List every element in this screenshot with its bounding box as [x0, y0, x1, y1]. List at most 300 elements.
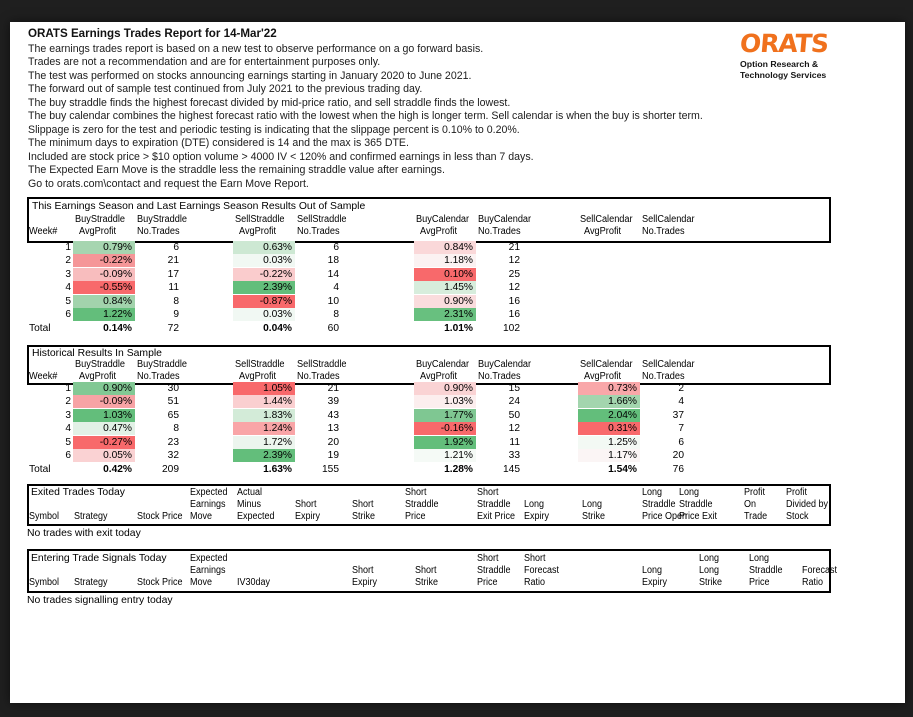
avgprofit-cell: 1.17% [578, 449, 640, 462]
intro-line: The buy calendar combines the highest forecast ratio with the lowest when the high is longer term. Sell calendar is when the buy is shorter term. [28, 110, 703, 123]
column-header-line: Expiry [642, 577, 668, 589]
avgprofit-cell: 1.72% [233, 436, 295, 449]
notrades-cell: 11 [509, 436, 520, 448]
empty-note: No trades signalling entry today [27, 595, 173, 606]
column-header-line: Minus [237, 499, 262, 511]
column-header-line: Straddle [405, 499, 439, 511]
column-header-line [74, 553, 108, 565]
avgprofit-cell: 0.05% [73, 449, 135, 462]
avgprofit-cell [578, 268, 640, 281]
column-header-line [74, 499, 108, 511]
column-header-line: Short [352, 499, 374, 511]
avgprofit-cell [578, 281, 640, 294]
column-header-line [237, 553, 270, 565]
total-avgprofit: 0.04% [263, 322, 292, 334]
column-header-line: Long [582, 499, 603, 511]
column-header-line: Move [190, 511, 213, 523]
notrades-cell: 11 [168, 282, 179, 294]
avgprofit-cell: 0.03% [233, 308, 295, 321]
column-header-line [29, 553, 59, 565]
column-header [477, 487, 515, 524]
total-notrades: 155 [322, 463, 339, 475]
column-header [642, 553, 667, 590]
total-avgprofit: 0.42% [103, 463, 132, 475]
notrades-cell: 19 [327, 450, 339, 461]
col-sub-header: AvgProfit [584, 226, 622, 237]
results-table-out-of-sample [27, 197, 833, 337]
avgprofit-cell: 0.31% [578, 422, 640, 435]
avgprofit-cell: 1.45% [414, 281, 476, 294]
column-header-line: Expiry [295, 511, 321, 523]
avgprofit-cell: -0.22% [73, 254, 135, 267]
column-header [415, 553, 438, 590]
notrades-cell: 20 [327, 436, 339, 448]
column-header-line: Long [699, 553, 720, 564]
intro-line: The earnings trades report is based on a new test to observe performance on a go forward basis. [28, 43, 484, 55]
notrades-cell: 6 [678, 436, 684, 448]
column-header-line [642, 553, 667, 565]
notrades-cell [642, 295, 692, 308]
column-header-line: On [744, 499, 757, 511]
column-header-line: Divided by [786, 499, 829, 511]
avgprofit-cell: 1.44% [233, 395, 295, 408]
col-group-header: SellCalendar [642, 213, 695, 225]
column-header-line: Long [642, 565, 663, 577]
column-header-line: Trade [744, 511, 768, 523]
notrades-cell: 2 [678, 383, 684, 394]
column-header-line: Symbol [29, 577, 60, 589]
notrades-cell: 7 [678, 423, 684, 435]
col-group-header: SellStraddle [235, 213, 285, 225]
column-header [352, 553, 377, 590]
notrades-cell: 21 [327, 383, 339, 394]
column-header-line: Ratio [524, 577, 546, 589]
week-header: Week# [29, 370, 58, 382]
report-title: ORATS Earnings Trades Report for 14-Mar'22 [28, 27, 277, 40]
results-table-historical [27, 345, 833, 485]
total-avgprofit: 1.28% [444, 463, 473, 475]
col-group-header: BuyCalendar [478, 213, 532, 225]
column-header-line: Long [679, 487, 700, 498]
column-header-line: Profit [744, 487, 766, 498]
col-sub-header: AvgProfit [420, 370, 458, 382]
column-header-line: Strike [415, 577, 439, 589]
avgprofit-cell: 1.05% [233, 382, 295, 395]
notrades-cell: 4 [333, 282, 339, 294]
column-header-line: Ratio [802, 577, 824, 589]
notrades-cell: 30 [167, 383, 179, 394]
column-header [749, 553, 783, 590]
report-intro [28, 43, 703, 191]
total-avgprofit: 1.63% [263, 463, 292, 475]
column-header-line: Stock Price [137, 577, 183, 589]
col-group-header: SellStraddle [235, 359, 285, 370]
column-header-line: Stock Price [137, 511, 183, 523]
intro-line: The forward out of sample test continued from July 2021 to the previous trading day. [28, 83, 423, 96]
col-sub-header: AvgProfit [584, 370, 622, 382]
results-header-box [27, 197, 831, 243]
column-header-line: Price [405, 511, 426, 523]
notrades-cell: 25 [508, 268, 520, 280]
avgprofit-cell [578, 295, 640, 308]
total-notrades: 209 [162, 463, 179, 475]
notrades-cell: 15 [508, 383, 520, 394]
avgprofit-cell: -0.09% [73, 268, 135, 281]
avgprofit-cell: 0.63% [233, 241, 295, 254]
column-header-line: Short [477, 553, 499, 564]
col-sub-header: AvgProfit [239, 370, 277, 382]
column-header [29, 487, 59, 524]
intro-line: The minimum days to expiration (DTE) considered is 14 and the max is 365 DTE. [28, 137, 409, 150]
column-header-line: Expected [237, 511, 275, 523]
notrades-cell: 8 [333, 309, 339, 320]
col-sub-header: No.Trades [642, 370, 685, 382]
column-header [237, 487, 275, 524]
column-header-line: Straddle [679, 499, 713, 511]
col-group-header: SellCalendar [580, 359, 633, 370]
notrades-cell: 32 [167, 450, 179, 461]
column-header-line [352, 487, 375, 499]
notrades-cell: 24 [508, 396, 520, 408]
col-group-header: BuyStraddle [75, 359, 126, 370]
week-number: 1 [65, 383, 71, 394]
avgprofit-cell: 1.83% [233, 409, 295, 422]
column-header [29, 553, 59, 590]
column-header-line: Short [405, 487, 427, 498]
column-header-line: Long [699, 565, 720, 577]
col-sub-header: AvgProfit [79, 226, 117, 237]
week-number: 4 [65, 423, 71, 435]
notrades-cell: 43 [327, 409, 339, 421]
avgprofit-cell: -0.22% [233, 268, 295, 281]
trades-table-title: Exited Trades Today [31, 487, 125, 498]
column-header-line: Expiry [524, 511, 550, 523]
total-notrades: 60 [327, 322, 339, 334]
column-header-line: Short [352, 565, 374, 577]
avgprofit-cell: 0.90% [414, 295, 476, 308]
column-header [137, 553, 183, 590]
column-header-line: Exit Price [477, 511, 516, 523]
column-header-line: Straddle [477, 499, 511, 511]
avgprofit-cell: 1.24% [233, 422, 295, 435]
total-avgprofit: 0.14% [103, 322, 132, 334]
notrades-cell: 9 [173, 309, 179, 320]
avgprofit-cell [578, 254, 640, 267]
intro-line: The Expected Earn Move is the straddle less the remaining straddle value after earnings. [28, 164, 445, 177]
avgprofit-cell: 0.73% [578, 382, 640, 395]
column-header [524, 553, 559, 590]
column-header-line [137, 553, 183, 565]
entering-trade-signals-table [27, 549, 838, 609]
week-number: 2 [65, 255, 71, 267]
column-header-line: Earnings [190, 499, 226, 511]
column-header-line [74, 565, 108, 577]
notrades-cell [642, 308, 692, 321]
notrades-cell: 14 [327, 268, 339, 280]
column-header-line: Earnings [190, 565, 226, 577]
notrades-cell: 12 [508, 423, 520, 435]
notrades-cell: 18 [327, 255, 339, 267]
avgprofit-cell: 1.18% [414, 254, 476, 267]
column-header-line: Short [415, 565, 437, 577]
column-header [295, 487, 320, 524]
week-number: 6 [65, 309, 71, 320]
intro-line: Go to orats.com\contact and request the Earn Move Report. [28, 177, 309, 190]
intro-line: Trades are not a recommendation and are for entertainment purposes only. [28, 56, 381, 69]
notrades-cell: 20 [672, 450, 684, 461]
column-header-line: Expected [190, 487, 228, 498]
avgprofit-cell: 1.66% [578, 395, 640, 408]
notrades-cell: 51 [167, 396, 179, 408]
avgprofit-cell: 0.84% [73, 295, 135, 308]
week-number: 4 [65, 282, 71, 294]
avgprofit-cell: 0.84% [414, 241, 476, 254]
column-header-line: Stock [786, 511, 809, 523]
avgprofit-cell: 1.25% [578, 436, 640, 449]
avgprofit-cell: 0.90% [414, 382, 476, 395]
column-header-line [74, 487, 108, 499]
col-sub-header: No.Trades [297, 226, 340, 237]
col-group-header: BuyStraddle [137, 359, 188, 370]
intro-line: The buy straddle finds the highest forecast divided by mid-price ratio, and sell straddle finds the lowest. [28, 96, 511, 109]
avgprofit-cell: -0.87% [233, 295, 295, 308]
col-group-header: BuyCalendar [478, 359, 532, 370]
col-sub-header: No.Trades [137, 370, 180, 382]
column-header [190, 487, 228, 524]
avgprofit-cell: 0.10% [414, 268, 476, 281]
orats-logo-mark [740, 30, 880, 58]
column-header-line: Profit [786, 487, 808, 498]
column-header-line [29, 565, 59, 577]
total-label: Total [29, 463, 51, 475]
column-header-line: Straddle [477, 565, 511, 577]
avgprofit-cell: 2.39% [233, 449, 295, 462]
avgprofit-cell: 2.39% [233, 281, 295, 294]
total-avgprofit [578, 322, 640, 335]
notrades-cell: 12 [508, 255, 520, 267]
total-avgprofit: 1.54% [608, 463, 637, 475]
notrades-cell: 6 [173, 242, 179, 253]
column-header [352, 487, 375, 524]
orats-logo-tagline [740, 59, 880, 81]
col-sub-header: AvgProfit [239, 226, 277, 237]
column-header-line [802, 553, 837, 565]
column-header-line [237, 565, 270, 577]
column-header-line [29, 499, 59, 511]
col-sub-header: AvgProfit [79, 370, 117, 382]
notrades-cell [642, 281, 692, 294]
orats-logo [740, 30, 880, 81]
notrades-cell: 65 [167, 409, 179, 421]
total-notrades: 145 [503, 463, 520, 475]
col-group-header: BuyStraddle [75, 213, 126, 225]
avgprofit-cell: 2.31% [414, 308, 476, 321]
column-header-line: Move [190, 577, 213, 589]
column-header-line: Price Exit [679, 511, 718, 523]
column-header-line: Strategy [74, 511, 108, 523]
col-group-header: SellCalendar [642, 359, 695, 370]
report-page [10, 22, 905, 703]
col-group-header: SellCalendar [580, 213, 633, 225]
notrades-cell: 8 [173, 295, 179, 307]
total-notrades: 72 [167, 322, 179, 334]
orats-tagline-line2: Technology Services [740, 69, 827, 80]
notrades-cell: 50 [508, 409, 520, 421]
column-header-line: Forecast [524, 565, 560, 577]
notrades-cell [642, 268, 692, 281]
week-number: 5 [65, 295, 71, 307]
column-header [802, 553, 837, 590]
notrades-cell: 6 [333, 242, 339, 253]
empty-note: No trades with exit today [27, 528, 141, 539]
total-notrades: 102 [503, 322, 520, 334]
notrades-cell: 17 [167, 268, 179, 280]
total-notrades [642, 322, 692, 335]
column-header-line: Expiry [352, 577, 378, 589]
column-header-line: Strike [352, 511, 376, 523]
column-header [477, 553, 511, 590]
column-header-line: Forecast [802, 565, 838, 577]
total-notrades: 76 [672, 463, 684, 475]
column-header-line: Actual [237, 487, 263, 498]
column-header-line [582, 487, 605, 499]
week-header: Week# [29, 226, 58, 237]
avgprofit-cell: 1.22% [73, 308, 135, 321]
total-avgprofit: 1.01% [444, 322, 473, 334]
avgprofit-cell: 1.03% [414, 395, 476, 408]
avgprofit-cell: 0.47% [73, 422, 135, 435]
avgprofit-cell [578, 241, 640, 254]
column-header [524, 487, 549, 524]
column-header-line: Price Open [642, 511, 688, 523]
col-group-header: BuyCalendar [416, 359, 470, 370]
notrades-cell: 16 [508, 309, 520, 320]
col-sub-header: AvgProfit [420, 226, 458, 237]
column-header-line: Long [749, 553, 770, 564]
notrades-cell: 12 [508, 282, 520, 294]
notrades-cell: 23 [167, 436, 179, 448]
column-header-line: Short [477, 487, 499, 498]
notrades-cell: 39 [327, 396, 339, 408]
column-header [190, 553, 228, 590]
results-header-box [27, 345, 831, 385]
notrades-cell: 21 [508, 242, 520, 253]
week-number: 3 [65, 268, 71, 280]
col-group-header: SellStraddle [297, 359, 347, 370]
column-header-line: Short [524, 553, 546, 564]
column-header-line: Short [295, 499, 317, 511]
column-header-line [137, 565, 183, 577]
col-group-header: SellStraddle [297, 213, 347, 225]
column-header-line: Expected [190, 553, 228, 564]
col-group-header: BuyStraddle [137, 213, 188, 225]
column-header-line [137, 487, 183, 499]
exited-trades-table [27, 484, 833, 544]
column-header-line: Price [749, 577, 770, 589]
week-number: 2 [65, 396, 71, 408]
notrades-cell: 13 [327, 423, 339, 435]
column-header-line: Long [642, 487, 663, 498]
column-header [74, 487, 108, 524]
column-header-line: Symbol [29, 511, 60, 523]
results-table-title: This Earnings Season and Last Earnings Season Results Out of Sample [32, 201, 366, 212]
results-table-title: Historical Results In Sample [32, 348, 162, 359]
week-number: 3 [65, 409, 71, 421]
intro-line: Slippage is zero for the test and periodic testing is indicating that the slippage percent is 0.10% to 0.20%. [28, 123, 520, 136]
col-sub-header: No.Trades [642, 226, 685, 237]
avgprofit-cell: 0.79% [73, 241, 135, 254]
avgprofit-cell: 1.21% [414, 449, 476, 462]
total-label: Total [29, 322, 51, 334]
column-header-line: Strike [582, 511, 606, 523]
column-header-line [415, 553, 438, 565]
column-header [405, 487, 439, 524]
col-sub-header: No.Trades [478, 370, 521, 382]
column-header-line: Straddle [749, 565, 783, 577]
avgprofit-cell: -0.27% [73, 436, 135, 449]
avgprofit-cell: 0.90% [73, 382, 135, 395]
col-sub-header: No.Trades [297, 370, 340, 382]
column-header-line: Strategy [74, 577, 108, 589]
avgprofit-cell [578, 308, 640, 321]
week-number: 5 [65, 436, 71, 448]
column-header-line: Price [477, 577, 498, 589]
avgprofit-cell: 0.03% [233, 254, 295, 267]
notrades-cell: 8 [173, 423, 179, 435]
trades-header-box [27, 484, 831, 526]
notrades-cell: 37 [672, 409, 684, 421]
column-header-line [295, 487, 320, 499]
column-header-line [524, 487, 549, 499]
trades-header-box [27, 549, 838, 593]
intro-line: Included are stock price > $10 option volume > 4000 IV < 120% and confirmed earnings in less than 7 days. [28, 150, 534, 163]
avgprofit-cell: -0.55% [73, 281, 135, 294]
orats-tagline-line1: Option Research & [740, 59, 819, 69]
column-header-line: Long [524, 499, 545, 511]
col-sub-header: No.Trades [478, 226, 521, 237]
column-header-line [29, 487, 59, 499]
avgprofit-cell: 1.77% [414, 409, 476, 422]
column-header [582, 487, 605, 524]
orats-logo-text: ORATS [738, 29, 830, 58]
column-header-line: Straddle [642, 499, 676, 511]
intro-line: The test was performed on stocks announcing earnings starting in January 2020 to June 2021. [28, 69, 472, 82]
column-header-line [137, 499, 183, 511]
avgprofit-cell: 2.04% [578, 409, 640, 422]
avgprofit-cell: 1.03% [73, 409, 135, 422]
column-header-line: Strike [699, 577, 723, 589]
notrades-cell [642, 241, 692, 254]
avgprofit-cell: -0.16% [414, 422, 476, 435]
avgprofit-cell: 1.92% [414, 436, 476, 449]
notrades-cell: 21 [167, 255, 179, 267]
notrades-cell: 33 [508, 450, 520, 461]
week-number: 1 [65, 242, 71, 253]
trades-table-title: Entering Trade Signals Today [31, 553, 167, 564]
column-header-line [352, 553, 377, 565]
notrades-cell [642, 254, 692, 267]
column-header [237, 553, 270, 590]
column-header [679, 487, 717, 524]
col-sub-header: No.Trades [137, 226, 180, 237]
column-header [786, 487, 828, 524]
column-header [744, 487, 767, 524]
column-header [137, 487, 183, 524]
column-header [699, 553, 722, 590]
col-group-header: BuyCalendar [416, 213, 470, 225]
avgprofit-cell: -0.09% [73, 395, 135, 408]
notrades-cell: 4 [678, 396, 684, 408]
